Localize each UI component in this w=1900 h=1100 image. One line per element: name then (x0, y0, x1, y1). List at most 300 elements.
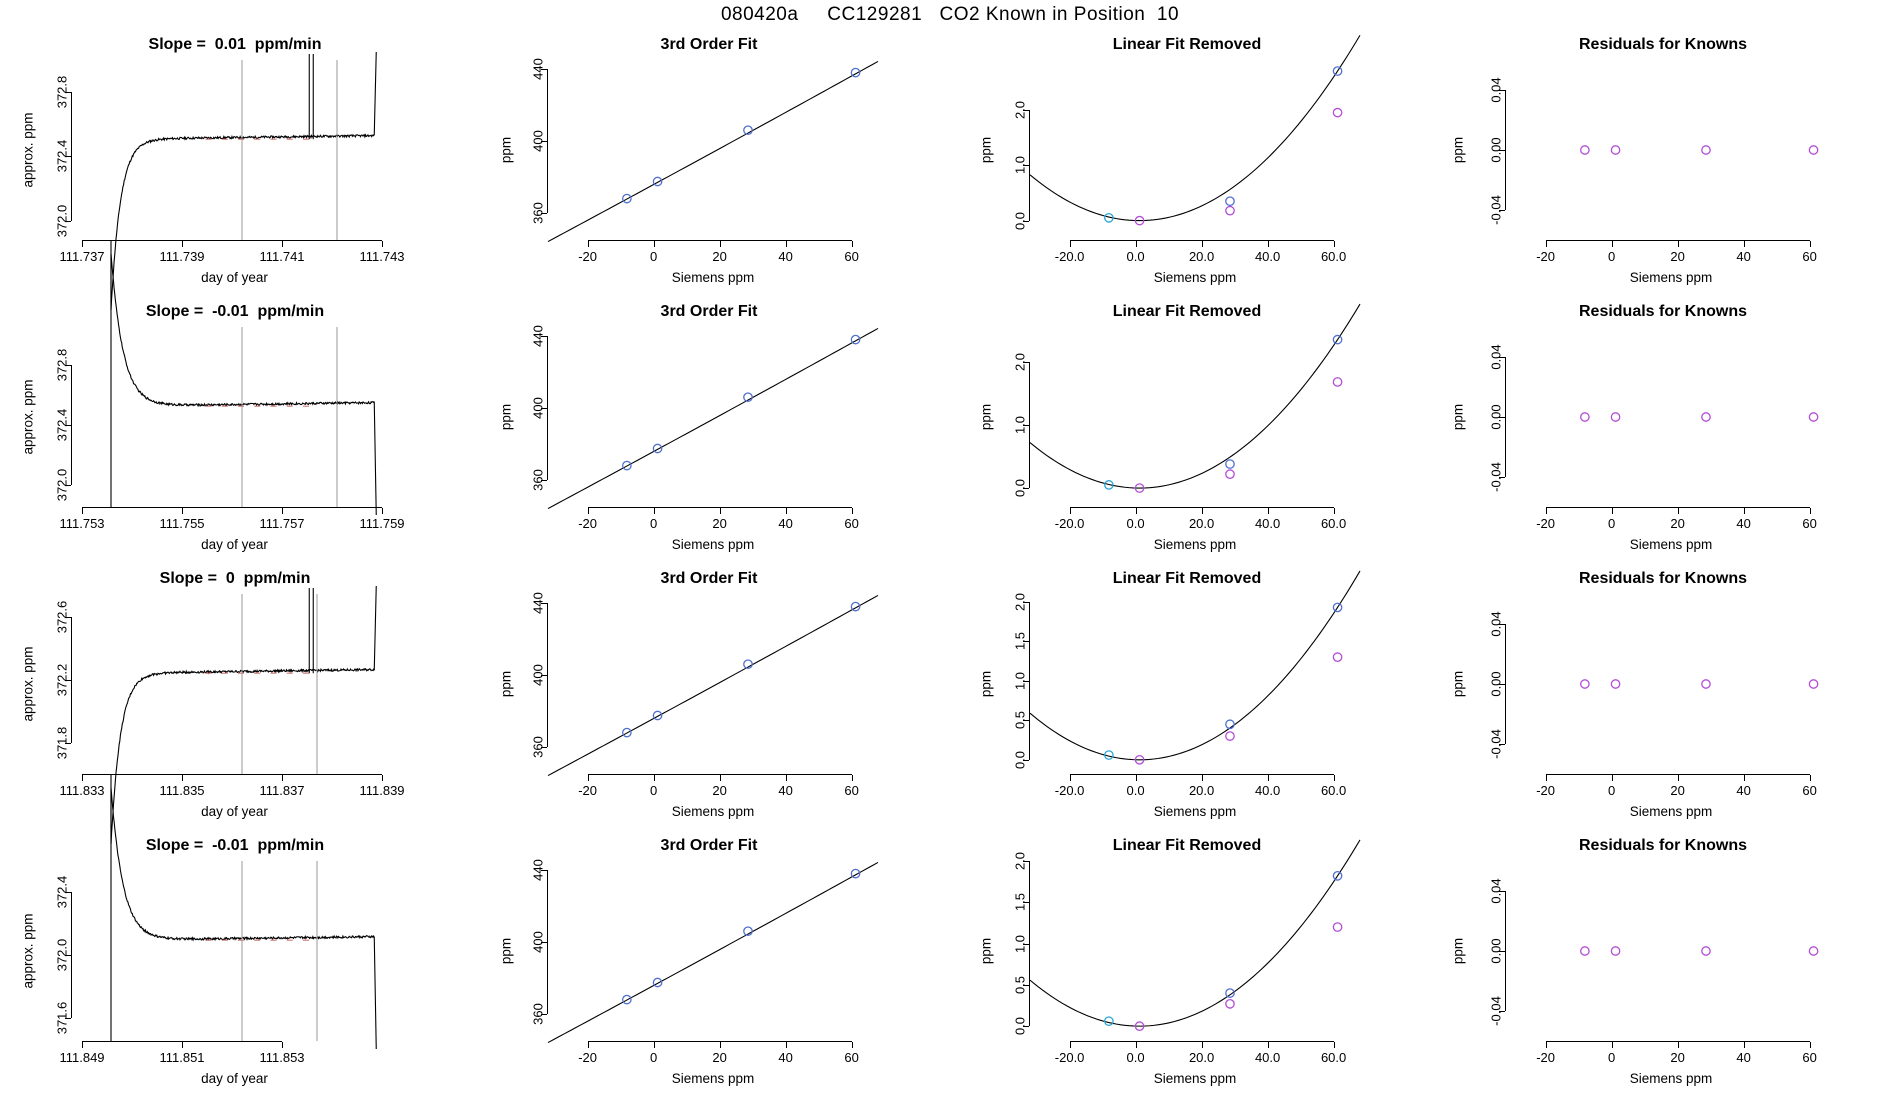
data-point (1226, 732, 1234, 740)
x-tick (182, 241, 183, 247)
x-tick (82, 241, 83, 247)
x-tick (282, 508, 283, 514)
x-axis-title: day of year (201, 804, 268, 819)
panel-0 (0, 831, 470, 1098)
data-point (653, 177, 661, 185)
data-point (653, 978, 661, 986)
x-tick-label: 40 (1736, 1050, 1751, 1065)
data-point (1611, 680, 1619, 688)
panel-title: Linear Fit Removed (1112, 837, 1262, 854)
y-axis-title: approx. ppm (20, 112, 36, 188)
panel-1 (470, 831, 948, 1098)
x-axis-title: day of year (201, 1071, 268, 1086)
x-tick-label: -20.0 (1054, 1050, 1085, 1065)
y-axis (547, 870, 548, 1014)
data-point (1581, 947, 1589, 955)
x-tick-label: 40 (778, 783, 793, 798)
x-tick-label: -20 (578, 249, 597, 264)
x-axis (82, 507, 382, 508)
x-axis-title: day of year (201, 270, 268, 285)
x-tick (1546, 1042, 1547, 1048)
y-tick-label: 371.6 (54, 1001, 70, 1034)
y-tick-label: 372.0 (54, 938, 70, 972)
x-tick-label: 111.833 (59, 783, 105, 798)
data-point (1581, 146, 1589, 154)
x-tick-label: 60.0 (1320, 516, 1347, 531)
plot-canvas (1030, 861, 1360, 1042)
x-tick-label: 20 (712, 1050, 727, 1065)
y-tick-label: 360 (530, 469, 546, 491)
y-tick-label: -0.04 (1488, 195, 1504, 225)
x-axis-title: Siemens ppm (671, 537, 755, 552)
panel-3 (1426, 30, 1900, 297)
x-tick-label: 111.759 (359, 516, 405, 531)
x-tick-label: 111.741 (259, 249, 305, 264)
x-tick-label: 20.0 (1188, 783, 1215, 798)
plot-area (20, 594, 405, 819)
x-tick (654, 775, 655, 781)
x-tick-label: 0.0 (1126, 1050, 1145, 1065)
panel-title: Linear Fit Removed (1112, 36, 1262, 53)
panel-title: 3rd Order Fit (660, 36, 758, 53)
x-tick-label: 0.0 (1126, 516, 1145, 531)
x-tick (852, 241, 853, 247)
x-tick (282, 1042, 283, 1048)
panel-2 (948, 564, 1426, 831)
y-tick-label: 0.00 (1488, 938, 1504, 964)
plot-canvas (72, 60, 397, 241)
x-tick-label: 111.851 (159, 1050, 205, 1065)
data-point (1702, 947, 1710, 955)
panel-0 (0, 564, 470, 831)
x-tick (1678, 508, 1679, 514)
x-tick-label: 111.837 (259, 783, 305, 798)
panel-title: Slope = -0.01 ppm/min (145, 303, 325, 320)
y-tick-label: 372.0 (54, 468, 70, 501)
y-tick-label: 372.0 (54, 204, 70, 237)
x-tick-label: -20 (1536, 249, 1555, 264)
plot-canvas (1030, 327, 1360, 508)
data-point (1333, 108, 1341, 116)
y-tick-label: 400 (530, 931, 546, 953)
y-tick-label: 1.0 (1012, 934, 1028, 953)
y-tick-label: 360 (530, 736, 546, 758)
x-tick (82, 508, 83, 514)
x-tick-label: 20 (712, 516, 727, 531)
panel-grid (0, 30, 1900, 1100)
y-tick-label: 2.0 (1012, 592, 1028, 611)
data-point (1333, 923, 1341, 931)
x-tick-label: 0 (1607, 249, 1616, 264)
y-tick-label: -0.04 (1488, 996, 1504, 1026)
x-tick (282, 241, 283, 247)
plot-area (978, 592, 1360, 819)
x-tick (1334, 241, 1335, 247)
y-axis-title: ppm (978, 403, 994, 431)
x-tick-label: 20.0 (1188, 516, 1215, 531)
x-axis-title: Siemens ppm (671, 1071, 755, 1086)
y-axis (1029, 362, 1030, 488)
x-tick (786, 775, 787, 781)
x-axis-title: Siemens ppm (1629, 270, 1713, 285)
x-tick-label: 40.0 (1254, 516, 1281, 531)
y-tick-label: 0.5 (1012, 975, 1028, 994)
y-axis-title: approx. ppm (20, 646, 36, 722)
plot-area (20, 327, 405, 552)
panel-title: 3rd Order Fit (660, 570, 758, 587)
plot-area (1450, 327, 1836, 552)
panel-2 (948, 831, 1426, 1098)
panel-title: Linear Fit Removed (1112, 570, 1262, 587)
y-axis-title: ppm (1450, 403, 1466, 431)
x-tick (852, 1042, 853, 1048)
data-point (1333, 378, 1341, 386)
y-tick-label: 0.00 (1488, 671, 1504, 697)
y-tick-label: 372.4 (54, 408, 70, 441)
x-tick-label: 40.0 (1254, 249, 1281, 264)
y-tick-label: 0.04 (1488, 611, 1504, 637)
x-tick-label: 111.853 (259, 1050, 305, 1065)
y-tick-label: 372.8 (54, 75, 70, 109)
plot-canvas (72, 327, 397, 508)
plot-curve (548, 61, 878, 241)
x-tick-label: 60.0 (1320, 249, 1347, 264)
x-axis-title: Siemens ppm (1153, 537, 1237, 552)
plot-curve (1030, 304, 1360, 488)
x-tick (588, 775, 589, 781)
x-tick-label: -20.0 (1054, 783, 1085, 798)
x-axis-title: Siemens ppm (1629, 537, 1713, 552)
panel-3 (1426, 564, 1900, 831)
x-tick-label: 0 (1607, 783, 1616, 798)
y-tick-label: 400 (530, 664, 546, 686)
y-tick-label: 371.8 (54, 726, 70, 759)
x-tick (1268, 508, 1269, 514)
data-point (1809, 413, 1817, 421)
x-tick-label: 20.0 (1188, 249, 1215, 264)
data-point (1333, 653, 1341, 661)
x-tick-label: 0 (1607, 516, 1616, 531)
panel-3 (1426, 831, 1900, 1098)
panel-2 (948, 30, 1426, 297)
data-point (653, 444, 661, 452)
x-tick-label: 40 (1736, 516, 1751, 531)
y-axis (71, 892, 72, 1017)
data-point (1226, 197, 1234, 205)
x-tick-label: 20 (712, 249, 727, 264)
x-tick-label: -20 (1536, 516, 1555, 531)
y-axis-title: ppm (498, 937, 514, 965)
data-point (1581, 413, 1589, 421)
x-tick (182, 1042, 183, 1048)
x-tick-label: 0 (649, 783, 658, 798)
data-point (1581, 680, 1589, 688)
x-tick (1268, 241, 1269, 247)
x-tick-label: 111.743 (359, 249, 405, 264)
y-tick-label: 0.04 (1488, 77, 1504, 103)
x-tick-label: 40 (778, 1050, 793, 1065)
y-tick-label: 2.0 (1012, 352, 1028, 371)
x-tick (1546, 241, 1547, 247)
x-tick (1546, 508, 1547, 514)
y-axis-title: ppm (498, 670, 514, 698)
x-axis-title: day of year (201, 537, 268, 552)
x-tick (1070, 1042, 1071, 1048)
x-axis-title: Siemens ppm (671, 270, 755, 285)
y-tick-label: 1.0 (1012, 156, 1028, 175)
y-axis-title: approx. ppm (20, 379, 36, 455)
panel-row (0, 30, 1900, 297)
plot-curve (1030, 571, 1360, 760)
plot-area (498, 592, 878, 819)
plot-curve (374, 402, 376, 515)
x-tick-label: 20 (712, 783, 727, 798)
y-tick-label: 360 (530, 202, 546, 224)
panel-title: Slope = 0.01 ppm/min (148, 36, 322, 53)
x-tick (588, 241, 589, 247)
plot-curve (374, 586, 376, 670)
data-point (1105, 1017, 1113, 1025)
plot-canvas (1030, 60, 1360, 241)
x-tick (786, 1042, 787, 1048)
y-tick-label: 440 (530, 592, 546, 614)
y-axis-title: ppm (1450, 136, 1466, 164)
y-tick-label: 372.4 (54, 140, 70, 173)
x-tick (720, 241, 721, 247)
panel-title: Slope = 0 ppm/min (159, 570, 311, 587)
plot-curve (548, 862, 878, 1042)
panel-1 (470, 30, 948, 297)
x-tick (1744, 1042, 1745, 1048)
data-point (1809, 680, 1817, 688)
x-tick (1202, 241, 1203, 247)
x-tick-label: 60 (1802, 783, 1817, 798)
plot-area (498, 58, 878, 285)
y-axis-title: ppm (978, 937, 994, 965)
y-axis-title: ppm (978, 136, 994, 164)
plot-curve (374, 52, 376, 135)
x-tick (1744, 241, 1745, 247)
x-axis-title: Siemens ppm (1629, 1071, 1713, 1086)
x-tick-label: 60 (844, 1050, 859, 1065)
y-tick-label: 2.0 (1012, 851, 1028, 871)
plot-area (498, 325, 878, 552)
y-tick-label: 372.8 (54, 348, 70, 381)
plot-canvas (1506, 327, 1836, 508)
x-tick-label: 0 (649, 249, 658, 264)
x-tick (588, 1042, 589, 1048)
y-tick-label: 1.5 (1012, 893, 1028, 912)
y-tick-label: -0.04 (1488, 462, 1504, 492)
x-tick-label: 40.0 (1254, 783, 1281, 798)
y-axis (1029, 861, 1030, 1026)
x-tick (1612, 241, 1613, 247)
x-tick (1612, 508, 1613, 514)
data-point (1226, 720, 1234, 728)
y-tick-label: 0.0 (1012, 1017, 1028, 1036)
y-tick-label: 1.0 (1012, 671, 1028, 690)
x-tick (720, 775, 721, 781)
data-point (1226, 206, 1234, 214)
x-tick-label: 20.0 (1188, 1050, 1215, 1065)
x-tick (1810, 775, 1811, 781)
x-tick-label: 60 (1802, 516, 1817, 531)
x-tick-label: 111.739 (159, 249, 205, 264)
panel-row (0, 831, 1900, 1098)
x-tick-label: -20 (578, 516, 597, 531)
panel-title: Slope = -0.01 ppm/min (145, 837, 325, 854)
plot-canvas (72, 861, 397, 1042)
y-tick-label: 0.04 (1488, 878, 1504, 904)
y-tick-label: 400 (530, 130, 546, 152)
plot-canvas (1506, 861, 1836, 1042)
x-tick-label: 60 (844, 516, 859, 531)
y-tick-label: 0.0 (1012, 750, 1028, 769)
y-axis-title: ppm (498, 136, 514, 164)
x-tick-label: 111.755 (159, 516, 205, 531)
x-tick-label: 60 (1802, 1050, 1817, 1065)
x-tick-label: 60.0 (1320, 1050, 1347, 1065)
x-tick (1334, 508, 1335, 514)
x-tick (282, 775, 283, 781)
x-axis-title: Siemens ppm (1153, 804, 1237, 819)
plot-curve (1030, 840, 1360, 1026)
y-tick-label: 0.5 (1012, 711, 1028, 730)
x-tick (1546, 775, 1547, 781)
plot-area (1450, 861, 1836, 1086)
y-axis (1505, 357, 1506, 477)
y-tick-label: 0.0 (1012, 479, 1028, 498)
y-tick-label: 440 (530, 325, 546, 347)
y-tick-label: 0.04 (1488, 344, 1504, 370)
x-tick (588, 508, 589, 514)
y-tick-label: 0.00 (1488, 404, 1504, 430)
plot-area (498, 859, 878, 1086)
panel-title: Residuals for Knowns (1578, 837, 1748, 854)
data-point (1226, 460, 1234, 468)
plot-canvas (548, 861, 878, 1042)
data-point (1702, 413, 1710, 421)
x-tick-label: -20.0 (1054, 249, 1085, 264)
x-tick (786, 241, 787, 247)
x-tick-label: 60 (844, 249, 859, 264)
y-tick-label: 1.0 (1012, 415, 1028, 434)
x-axis (82, 240, 382, 241)
x-tick (1136, 775, 1137, 781)
x-axis-title: Siemens ppm (1153, 1071, 1237, 1086)
x-tick-label: 111.757 (259, 516, 305, 531)
x-tick (382, 775, 383, 781)
data-point (1809, 947, 1817, 955)
data-point (1611, 947, 1619, 955)
x-tick (1070, 508, 1071, 514)
x-tick (1268, 775, 1269, 781)
x-tick (1136, 1042, 1137, 1048)
data-point (1702, 680, 1710, 688)
panel-title: Residuals for Knowns (1578, 570, 1748, 587)
plot-curve (374, 937, 376, 1049)
panel-title: Linear Fit Removed (1112, 303, 1262, 320)
x-tick-label: 20 (1670, 1050, 1685, 1065)
x-tick-label: 0.0 (1126, 249, 1145, 264)
plot-canvas (1030, 594, 1360, 775)
x-tick (654, 241, 655, 247)
x-tick-label: -20 (578, 783, 597, 798)
x-tick (1202, 775, 1203, 781)
plot-area (20, 861, 397, 1086)
x-tick (1612, 775, 1613, 781)
plot-canvas (548, 327, 878, 508)
x-tick (182, 508, 183, 514)
x-tick (654, 1042, 655, 1048)
panel-1 (470, 564, 948, 831)
x-tick (382, 241, 383, 247)
y-axis (547, 336, 548, 480)
x-tick (82, 775, 83, 781)
panel-row (0, 564, 1900, 831)
y-tick-label: 2.0 (1012, 100, 1028, 119)
x-tick-label: 60.0 (1320, 783, 1347, 798)
x-tick-label: 0.0 (1126, 783, 1145, 798)
data-point (1611, 413, 1619, 421)
x-tick (852, 508, 853, 514)
x-tick (1678, 241, 1679, 247)
data-point (1702, 146, 1710, 154)
data-point (1226, 1000, 1234, 1008)
y-axis (1505, 90, 1506, 210)
y-tick-label: 372.2 (54, 663, 70, 697)
x-tick (1744, 508, 1745, 514)
x-tick (1678, 775, 1679, 781)
x-tick (82, 1042, 83, 1048)
plot-canvas (1506, 594, 1836, 775)
y-axis-title: ppm (498, 403, 514, 431)
plot-area (1450, 594, 1836, 819)
x-tick (1810, 1042, 1811, 1048)
y-tick-label: 372.4 (54, 876, 70, 909)
panel-1 (470, 297, 948, 564)
x-tick (1268, 1042, 1269, 1048)
x-tick (1070, 241, 1071, 247)
x-tick-label: 20 (1670, 249, 1685, 264)
x-tick (1612, 1042, 1613, 1048)
x-tick (852, 775, 853, 781)
y-axis (71, 365, 72, 485)
y-tick-label: 440 (530, 58, 546, 80)
y-axis (1029, 602, 1030, 760)
x-tick-label: 0 (649, 1050, 658, 1065)
y-tick-label: 440 (530, 859, 546, 881)
plot-area (978, 851, 1360, 1086)
x-axis (82, 774, 382, 775)
y-tick-label: 372.6 (54, 601, 70, 634)
plot-curve (548, 595, 878, 775)
x-tick-label: 40 (778, 516, 793, 531)
y-axis (547, 603, 548, 747)
y-axis (547, 69, 548, 213)
plot-area (978, 60, 1360, 285)
panel-title: 3rd Order Fit (660, 303, 758, 320)
y-axis-title: ppm (1450, 937, 1466, 965)
panel-0 (0, 297, 470, 564)
y-axis (71, 92, 72, 221)
x-tick (1810, 241, 1811, 247)
x-tick (1202, 1042, 1203, 1048)
plot-area (20, 60, 405, 285)
x-tick-label: 40 (778, 249, 793, 264)
x-tick (1136, 241, 1137, 247)
x-tick (1334, 1042, 1335, 1048)
